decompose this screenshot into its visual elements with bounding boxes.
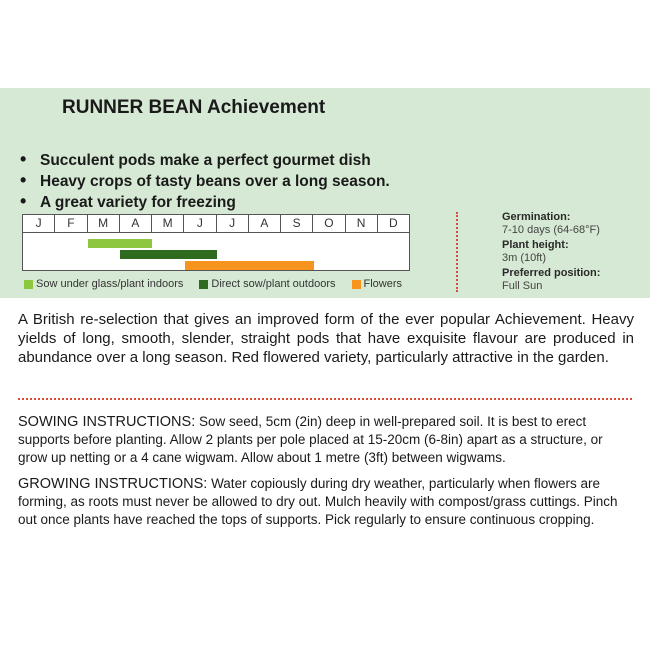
feature-item	[20, 170, 390, 191]
bullet-icon: •	[20, 170, 27, 190]
sowing-text: Sow seed, 5cm (2in) deep in well-prepared soil. It is best to erect supports before planting. Allow 2 plants per pole placed at 15-20cm (6-8in) apart as a structure, or grow up netting or a 4 cane wigwam. Allow about 1 metre (3ft) between wigwams.	[18, 414, 603, 465]
feature-item	[20, 191, 390, 212]
month-label: J	[217, 215, 249, 232]
feature-item	[20, 149, 390, 170]
legend-item-flowers	[352, 278, 403, 290]
legend-label: Direct sow/plant outdoors	[211, 278, 336, 290]
feature-text: Succulent pods make a perfect gourmet dish	[40, 152, 371, 169]
germination-value: 7-10 days (64-68°F)	[502, 224, 600, 236]
month-label: F	[55, 215, 87, 232]
height-value: 3m (10ft)	[502, 252, 547, 264]
position-label: Preferred position:	[502, 267, 601, 279]
feature-text: A great variety for freezing	[40, 194, 236, 211]
month-label: A	[120, 215, 152, 232]
legend-item-sow-indoors	[24, 278, 183, 290]
vertical-divider	[456, 212, 458, 292]
month-label: J	[184, 215, 216, 232]
calendar-legend	[24, 278, 418, 290]
month-label: M	[88, 215, 120, 232]
position-value: Full Sun	[502, 280, 543, 292]
month-header	[22, 214, 410, 233]
calendar-grid	[22, 233, 410, 271]
germination-label: Germination:	[502, 211, 571, 223]
growing-heading: GROWING INSTRUCTIONS:	[18, 476, 208, 492]
sowing-heading: SOWING INSTRUCTIONS:	[18, 414, 196, 430]
feature-text: Heavy crops of tasty beans over a long season.	[40, 173, 390, 190]
month-label: J	[23, 215, 55, 232]
feature-list	[20, 149, 390, 212]
calendar-bar-direct-sow	[120, 250, 217, 259]
growing-instructions	[18, 475, 634, 529]
height-label: Plant height:	[502, 239, 569, 251]
legend-swatch	[24, 280, 33, 289]
legend-item-direct-sow	[199, 278, 335, 290]
legend-swatch	[352, 280, 361, 289]
growing-text: Water copiously during dry weather, particularly when flowers are forming, as roots must never be allowed to dry out. Mulch heavily with compost/grass cuttings. Pinch out once plants have reached the tops of supports. Pick regularly to ensure continuous cropping.	[18, 476, 618, 527]
calendar-bar-flowers	[185, 261, 314, 270]
calendar-bar-sow-indoors	[88, 239, 153, 248]
horizontal-divider	[18, 398, 632, 400]
product-title: RUNNER BEAN Achievement	[62, 97, 326, 118]
legend-label: Flowers	[363, 278, 403, 290]
legend-label: Sow under glass/plant indoors	[36, 278, 184, 290]
sowing-instructions	[18, 413, 634, 467]
sowing-calendar	[22, 214, 410, 274]
growing-info	[502, 211, 600, 295]
month-label: S	[281, 215, 313, 232]
month-label: M	[152, 215, 184, 232]
variety-description: A British re-selection that gives an improved form of the ever popular Achievement. Heavy yields of long, smooth, slender, straight pods that have exquisite flavour are produced in abundance over a long season. Red flowered variety, particularly attractive in the garden.	[18, 311, 634, 366]
legend-swatch	[199, 280, 208, 289]
month-label: N	[346, 215, 378, 232]
bullet-icon: •	[20, 149, 27, 169]
month-label: O	[313, 215, 345, 232]
bullet-icon: •	[20, 191, 27, 211]
month-label: D	[389, 216, 398, 230]
month-label: A	[249, 215, 281, 232]
